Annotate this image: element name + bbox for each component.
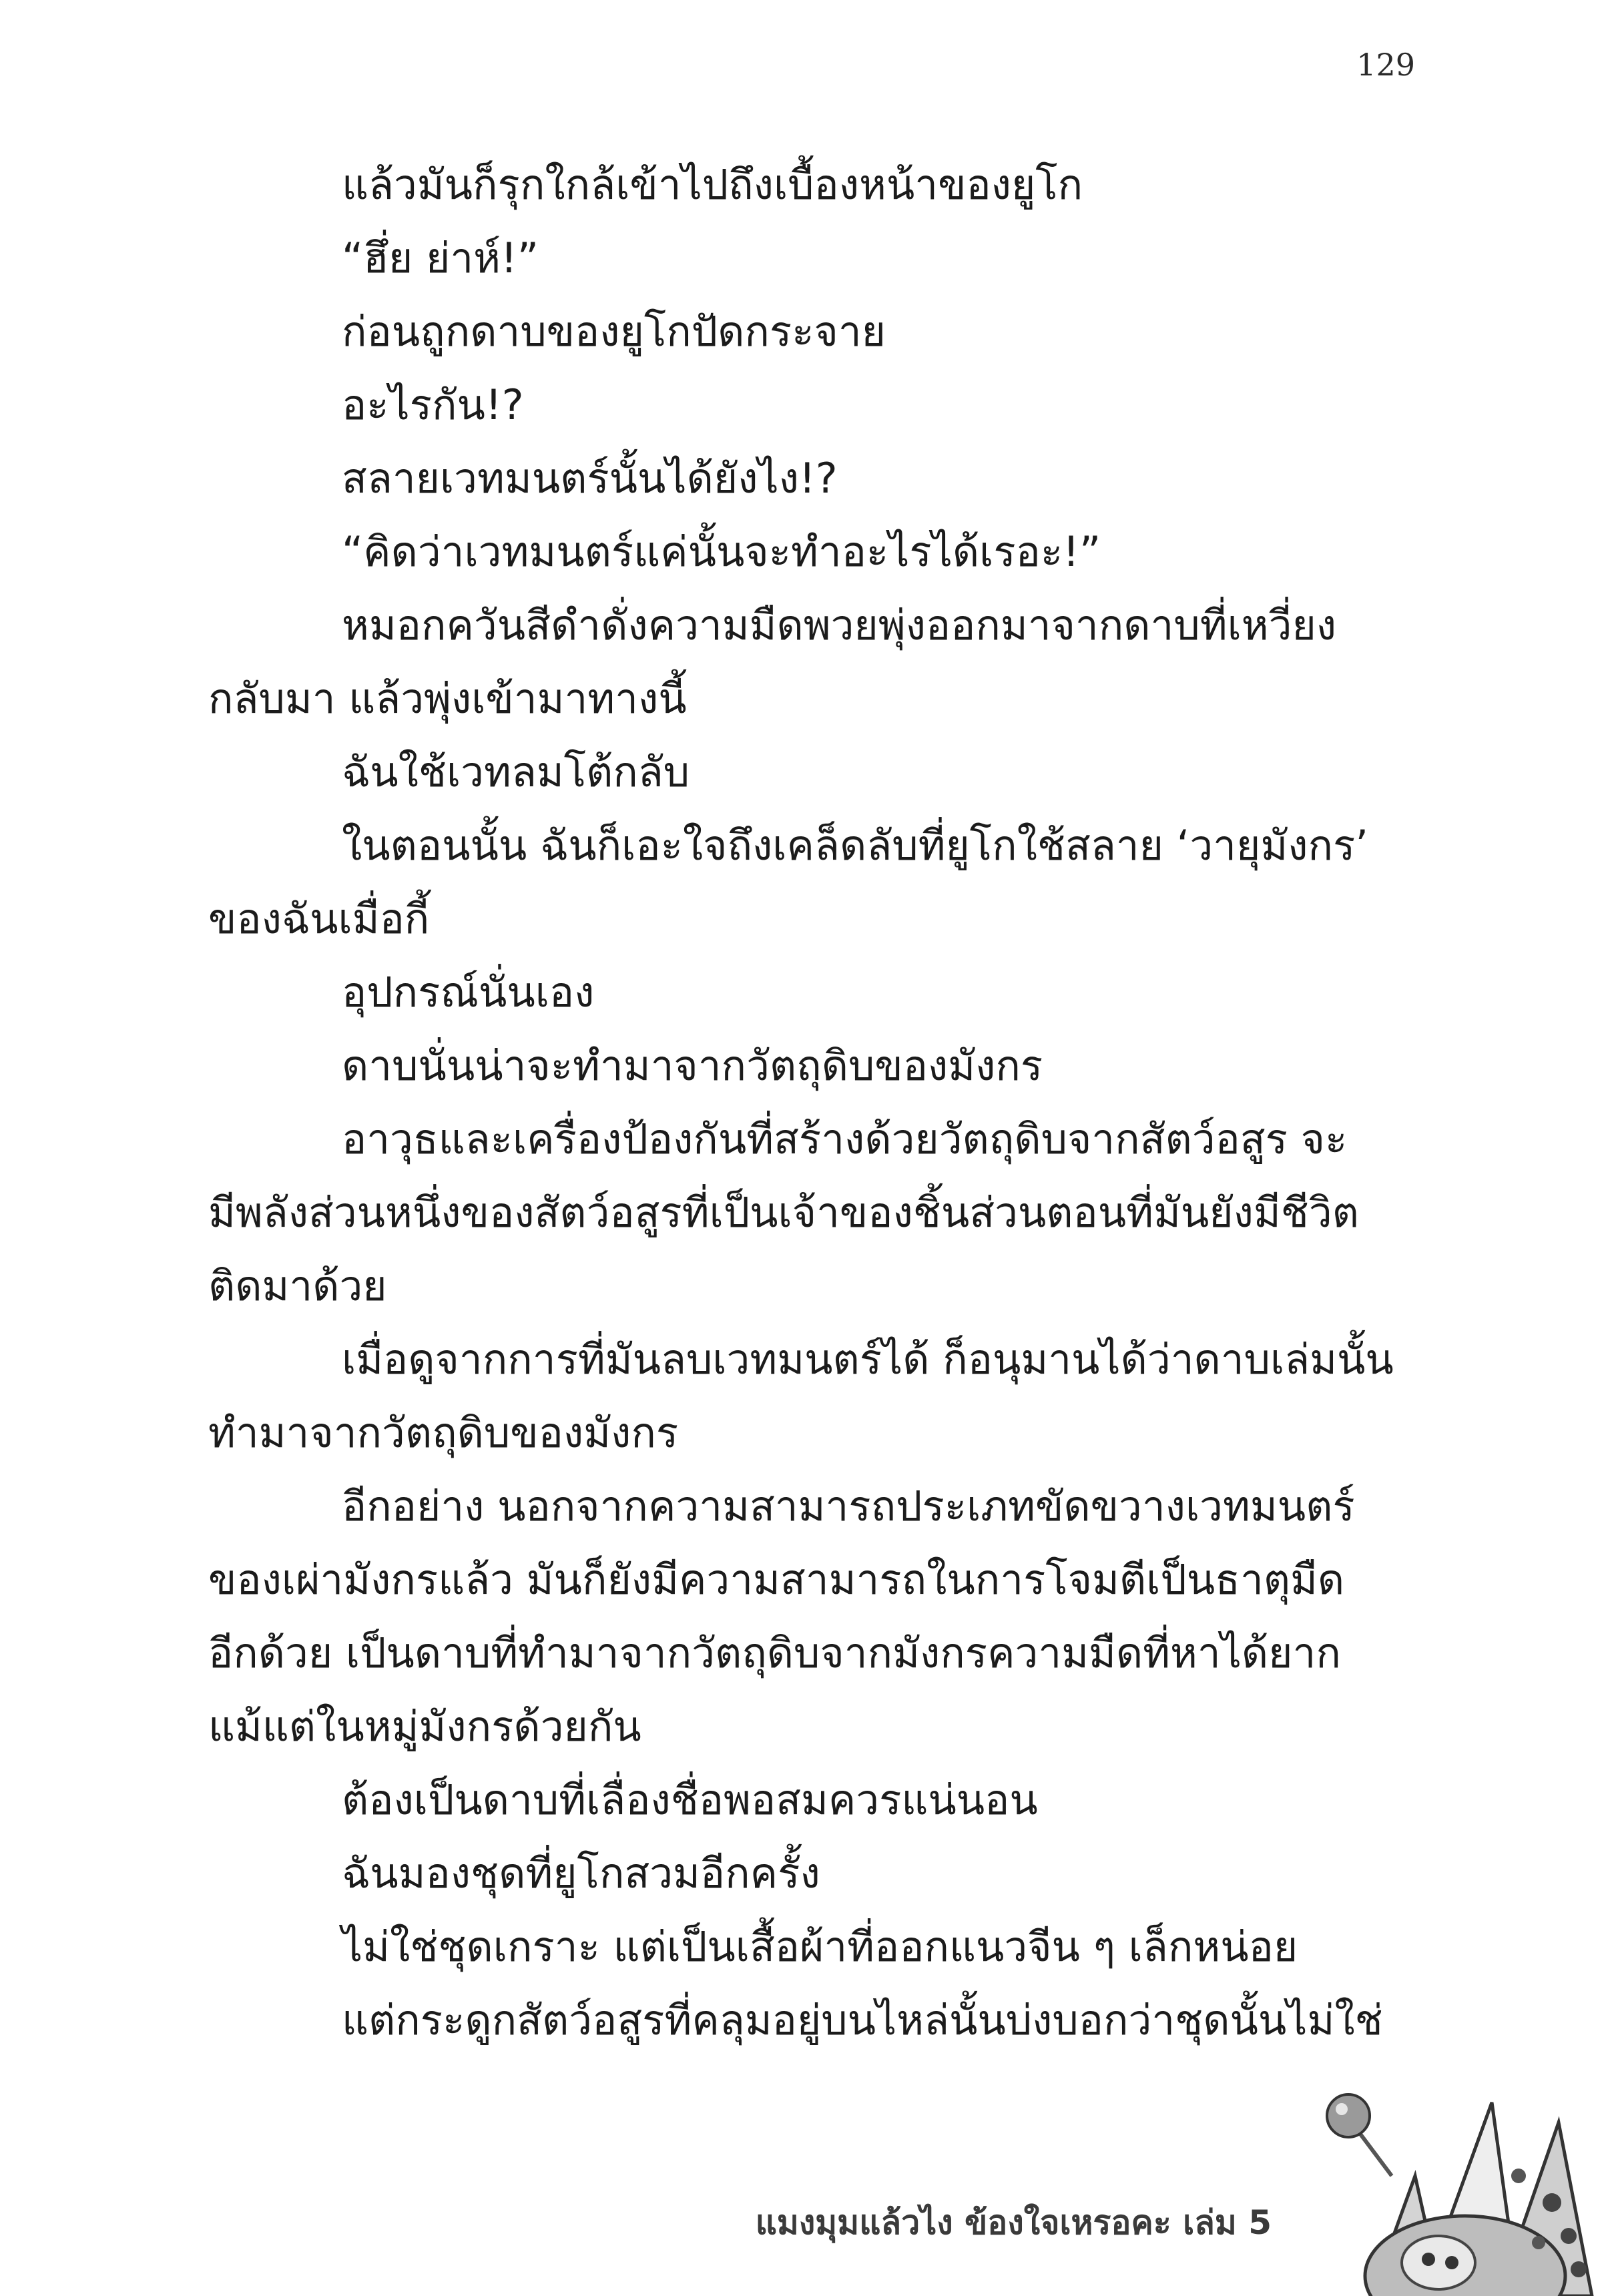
text-line: อีกด้วย เป็นดาบที่ทำมาจากวัตถุดิบจากมังกรความมืดที่หาได้ยาก	[208, 1629, 1341, 1677]
text-line: แม้แต่ในหมู่มังกรด้วยกัน	[208, 1702, 641, 1751]
text-line: ในตอนนั้น ฉันก็เอะใจถึงเคล็ดลับที่ยูโกใช้สลาย ‘วายุมังกร’	[342, 821, 1369, 870]
text-line: ไม่ใช่ชุดเกราะ แต่เป็นเสื้อผ้าที่ออกแนวจีน ๆ เล็กหน่อย	[342, 1922, 1298, 1971]
text-line: ทำมาจากวัตถุดิบของมังกร	[208, 1408, 679, 1457]
text-line: ก่อนถูกดาบของยูโกปัดกระจาย	[342, 307, 886, 356]
text-line: แล้วมันก็รุกใกล้เข้าไปถึงเบื้องหน้าของยูโก	[342, 160, 1083, 209]
text-line: เมื่อดูจากการที่มันลบเวทมนตร์ได้ ก็อนุมานได้ว่าดาบเล่มนั้น	[342, 1335, 1394, 1384]
body-text	[208, 148, 1413, 2057]
text-line: อุปกรณ์นั่นเอง	[342, 968, 595, 1017]
page-number: 129	[1356, 47, 1415, 83]
text-line: กลับมา แล้วพุ่งเข้ามาทางนี้	[208, 674, 687, 723]
text-line: ดาบนั่นน่าจะทำมาจากวัตถุดิบของมังกร	[342, 1041, 1043, 1090]
text-line: อะไรกัน!?	[342, 380, 524, 429]
text-line: อาวุธและเครื่องป้องกันที่สร้างด้วยวัตถุดิบจากสัตว์อสูร จะ	[342, 1115, 1348, 1163]
text-line: ของเผ่ามังกรแล้ว มันก็ยังมีความสามารถในการโจมตีเป็นธาตุมืด	[208, 1555, 1345, 1604]
text-line: ฉันใช้เวทลมโต้กลับ	[342, 748, 690, 796]
text-line: หมอกควันสีดำดั่งความมืดพวยพุ่งออกมาจากดาบที่เหวี่ยง	[342, 601, 1337, 649]
text-line: “คิดว่าเวทมนตร์แค่นั้นจะทำอะไรได้เรอะ!”	[342, 527, 1101, 576]
text-line: มีพลังส่วนหนึ่งของสัตว์อสูรที่เป็นเจ้าของชิ้นส่วนตอนที่มันยังมีชีวิต	[208, 1188, 1359, 1237]
text-line: สลายเวทมนตร์นั้นได้ยังไง!?	[342, 454, 838, 503]
running-footer: แมงมุมแล้วไง ข้องใจเหรอคะ เล่ม 5	[755, 2203, 1272, 2242]
text-line: “ฮึ่ย ย่าห์!”	[342, 234, 539, 282]
text-line: ของฉันเมื่อกี้	[208, 894, 430, 943]
text-line: ต้องเป็นดาบที่เลื่องชื่อพอสมควรแน่นอน	[342, 1775, 1038, 1824]
text-line: อีกอย่าง นอกจากความสามารถประเภทขัดขวางเวทมนตร์	[342, 1482, 1355, 1530]
text-line: ติดมาด้วย	[208, 1261, 387, 1310]
spider-mascot-icon	[1298, 2076, 1612, 2296]
text-line: ฉันมองชุดที่ยูโกสวมอีกครั้ง	[342, 1849, 820, 1898]
text-line: แต่กระดูกสัตว์อสูรที่คลุมอยู่บนไหล่นั้นบ่งบอกว่าชุดนั้นไม่ใช่	[342, 1996, 1383, 2044]
